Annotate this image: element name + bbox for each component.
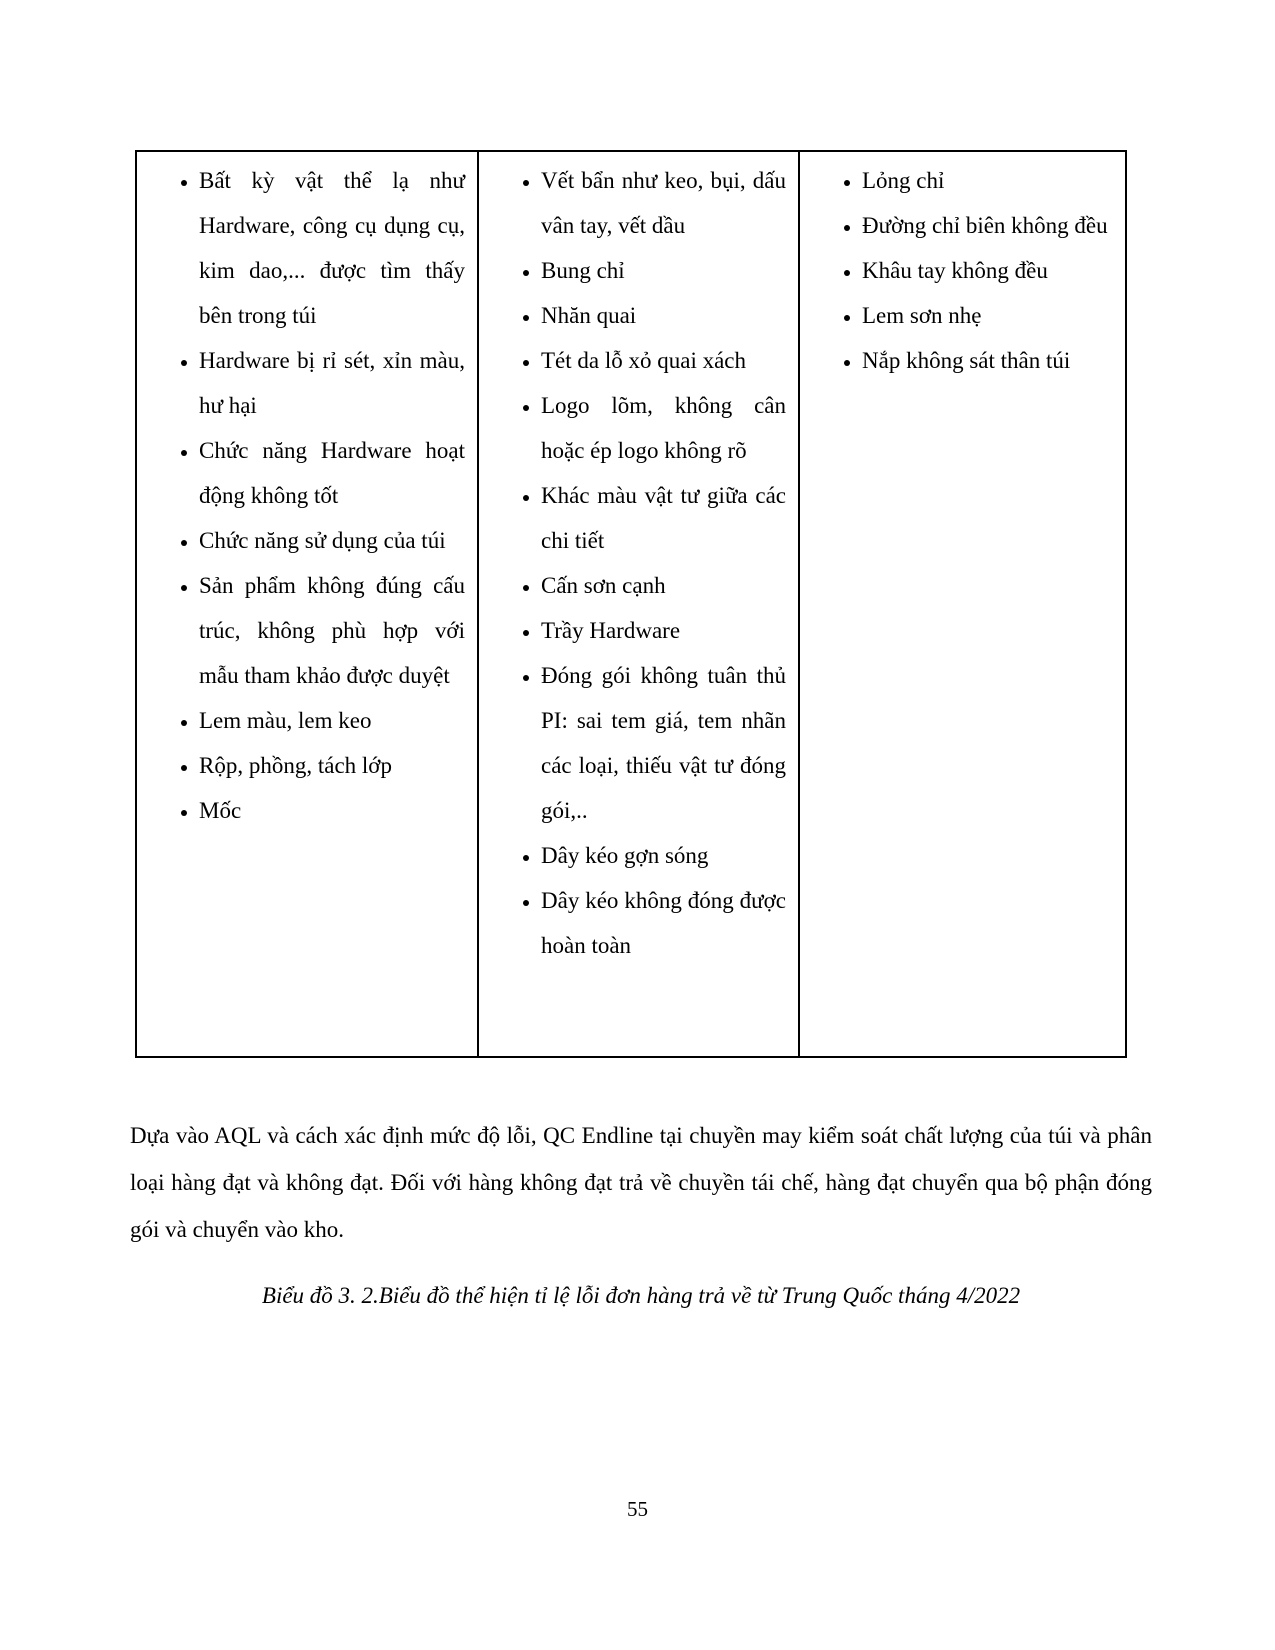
table-row xyxy=(136,151,1126,1057)
defect-item: • Lỏng chỉ xyxy=(862,158,1113,203)
defect-item: • Trầy Hardware xyxy=(541,608,786,653)
defect-item: • Dây kéo không đóng được hoàn toàn xyxy=(541,878,786,968)
bullet-list-column-1 xyxy=(137,158,465,833)
defect-item: • Khác màu vật tư giữa các chi tiết xyxy=(541,473,786,563)
bullet-list-column-3 xyxy=(800,158,1113,383)
defect-item: • Bất kỳ vật thể lạ như Hardware, công cụ dụng cụ, kim dao,... được tìm thấy bên trong túi xyxy=(199,158,465,338)
defect-item: • Khâu tay không đều xyxy=(862,248,1113,293)
defect-item: • Lem màu, lem keo xyxy=(199,698,465,743)
defect-item: • Nắp không sát thân túi xyxy=(862,338,1113,383)
table-cell-column-2 xyxy=(478,151,799,1057)
page-number: 55 xyxy=(627,1497,648,1521)
table-cell-column-3 xyxy=(799,151,1126,1057)
defect-item: • Đóng gói không tuân thủ PI: sai tem giá, tem nhãn các loại, thiếu vật tư đóng gói,.. xyxy=(541,653,786,833)
chart-caption: Biểu đồ 3. 2.Biểu đồ thể hiện tỉ lệ lỗi đơn hàng trả về từ Trung Quốc tháng 4/2022 xyxy=(261,1283,1021,1308)
defect-item: • Đường chỉ biên không đều xyxy=(862,203,1113,248)
defect-item: • Vết bẩn như keo, bụi, dấu vân tay, vết dầu xyxy=(541,158,786,248)
defect-item: • Tét da lỗ xỏ quai xách xyxy=(541,338,786,383)
defect-item: • Chức năng sử dụng của túi xyxy=(199,518,465,563)
defect-item: • Dây kéo gợn sóng xyxy=(541,833,786,878)
defect-item: • Mốc xyxy=(199,788,465,833)
defect-item: • Sản phẩm không đúng cấu trúc, không phù hợp với mẫu tham khảo được duyệt xyxy=(199,563,465,698)
defect-item: • Nhăn quai xyxy=(541,293,786,338)
table-cell-column-1 xyxy=(136,151,478,1057)
defect-item: • Bung chỉ xyxy=(541,248,786,293)
bullet-list-column-2 xyxy=(479,158,786,968)
defect-table xyxy=(135,150,1127,1058)
body-paragraph: Dựa vào AQL và cách xác định mức độ lỗi, QC Endline tại chuyền may kiểm soát chất lượng của túi và phân loại hàng đạt và không đạt. Đối với hàng không đạt trả về chuyền tái chế, hàng đạt chuyển qua bộ phận đóng gói và chuyển vào kho. xyxy=(130,1123,1152,1242)
defect-item: • Chức năng Hardware hoạt động không tốt xyxy=(199,428,465,518)
defect-item: • Hardware bị rỉ sét, xỉn màu, hư hại xyxy=(199,338,465,428)
defect-item: • Logo lõm, không cân hoặc ép logo không rõ xyxy=(541,383,786,473)
defect-item: • Cấn sơn cạnh xyxy=(541,563,786,608)
defect-item: • Rộp, phồng, tách lớp xyxy=(199,743,465,788)
defect-item: • Lem sơn nhẹ xyxy=(862,293,1113,338)
